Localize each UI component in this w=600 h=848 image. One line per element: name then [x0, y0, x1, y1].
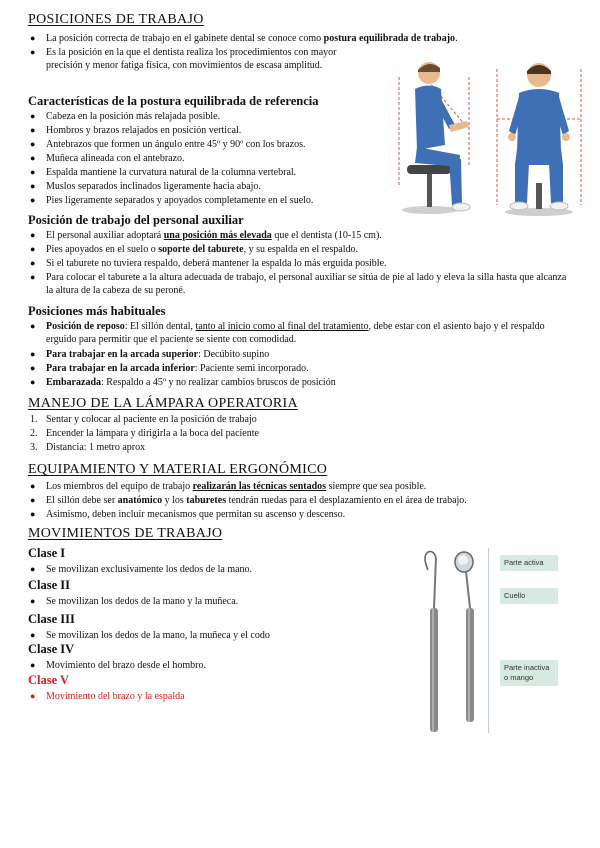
list-item: ● La posición correcta de trabajo en el gabinete dental se conoce como postura equilibrada de trabajo.: [30, 33, 458, 44]
list-item: ● Para colocar el taburete a la altura adecuada de trabajo, el personal auxiliar se sitúa de pie al lado y eleva la silla hasta que alcanza la altura de la cabeza de su peroné.: [30, 272, 567, 296]
list-item: [30, 138, 375, 151]
heading-lampara-operatoria: MANEJO DE LA LÁMPARA OPERATORIA: [28, 396, 298, 411]
list-item-text: Movimiento del brazo desde el hombro.: [46, 660, 206, 671]
bullet: ●: [30, 111, 36, 121]
list-item: ● Si el taburete no tuviera respaldo, deberá mantener la espalda lo más erguida posible.: [30, 258, 387, 269]
heading-posiciones-de-trabajo: POSICIONES DE TRABAJO: [28, 12, 204, 27]
list-item: [30, 563, 410, 576]
bullet: ●: [30, 630, 36, 640]
label-cuello: Cuello: [500, 588, 558, 604]
class-title: Clase II: [28, 578, 71, 592]
list-item: [30, 194, 375, 207]
dentist-front-view: [497, 63, 581, 216]
list-item-text: Se movilizan los dedos de la mano, la muñeca y el codo: [46, 630, 270, 641]
dentist-side-view: [399, 62, 470, 214]
list-item-text: Hombros y brazos relajados en posición vertical.: [46, 125, 242, 136]
list-item-text: Movimiento del brazo y la espalda: [46, 691, 185, 702]
list-number: 3.: [30, 442, 38, 453]
list-item: ● Embarazada: Respaldo a 45º y no realizar cambios bruscos de posición: [30, 377, 336, 388]
heading-caracteristicas: Características de la postura equilibrada de referencia: [28, 94, 319, 108]
list-item-text: Muñeca alineada con el antebrazo.: [46, 153, 185, 164]
bullet: ●: [30, 691, 36, 701]
bullet: ●: [30, 153, 36, 163]
list-item: [30, 124, 375, 137]
heading-posiciones-habituales: Posiciones más habituales: [28, 304, 166, 318]
list-item: [30, 152, 375, 165]
heading-movimientos: MOVIMIENTOS DE TRABAJO: [28, 526, 223, 541]
list-item: [30, 595, 410, 608]
list-item: ● El sillón debe ser anatómico y los taburetes tendrán ruedas para el desplazamiento en el área de trabajo.: [30, 495, 467, 506]
list-item: ● Posición de reposo: El sillón dental, tanto al inicio como al final del tratamiento, debe estar con el asiento bajo y el respaldo erguido para permitir que el paciente se siente con comodidad.: [30, 321, 545, 345]
heading-personal-auxiliar: Posición de trabajo del personal auxiliar: [28, 213, 244, 227]
explorer-instrument: [425, 552, 438, 732]
bullet: ●: [30, 139, 36, 149]
bullet: ●: [30, 564, 36, 574]
list-number: 2.: [30, 428, 38, 439]
list-item-text: Antebrazos que formen un ángulo entre 45º y 90º con los brazos.: [46, 139, 306, 150]
list-item: ● Para trabajar en la arcada superior: Decúbito supino: [30, 349, 270, 360]
instrument-label-divider: [488, 548, 489, 733]
bullet: ●: [30, 660, 36, 670]
list-item: [30, 629, 410, 642]
class-title: Clase III: [28, 612, 75, 626]
class-title: Clase I: [28, 546, 66, 560]
list-item: [30, 413, 575, 426]
bullet: ●: [30, 195, 36, 205]
list-item: [30, 180, 375, 193]
list-item-text: Pies ligeramente separados y apoyados completamente en el suelo.: [46, 195, 314, 206]
class-title: Clase V: [28, 673, 70, 687]
bullet: ●: [30, 125, 36, 135]
list-item: [30, 441, 575, 454]
list-item-text: Espalda mantiene la curvatura natural de la columna vertebral.: [46, 167, 297, 178]
list-item-text: Encender la lámpara y dirigirla a la boca del paciente: [46, 428, 259, 439]
class-title: Clase IV: [28, 642, 75, 656]
list-item: [30, 427, 575, 440]
list-item: [30, 166, 375, 179]
list-item: ● Pies apoyados en el suelo o soporte del taburete, y su espalda en el respaldo.: [30, 244, 358, 255]
bullet: ●: [30, 167, 36, 177]
list-item-text: Distancia: 1 metro aprox: [46, 442, 146, 453]
list-item: ● Asimismo, deben incluir mecanismos que permitan su ascenso y descenso.: [30, 509, 346, 520]
list-item: ● Es la posición en la que el dentista realiza los procedimientos con mayor precisión y menor fatiga física, con movimientos de escasa amplitud.: [30, 47, 337, 71]
list-number: 1.: [30, 414, 38, 425]
list-item-text: Sentar y colocar al paciente en la posición de trabajo: [46, 414, 257, 425]
bullet: ●: [30, 596, 36, 606]
list-item: ● El personal auxiliar adoptará una posición más elevada que el dentista (10-15 cm).: [30, 230, 382, 241]
list-item: ● Los miembros del equipo de trabajo realizarán las técnicas sentados siempre que sea posible.: [30, 481, 427, 492]
list-item: [30, 110, 375, 123]
list-item-text: Se movilizan exclusivamente los dedos de la mano.: [46, 564, 253, 575]
list-item: ● Para trabajar en la arcada inferior: Paciente semi incorporado.: [30, 363, 309, 374]
label-parte-inactiva: Parte inactiva o mango: [500, 660, 558, 686]
mirror-instrument: [455, 552, 474, 722]
list-item-text: Muslos separados inclinados ligeramente hacia abajo.: [46, 181, 261, 192]
list-item: [30, 659, 410, 672]
list-item-text: Cabeza en la posición más relajada posible.: [46, 111, 221, 122]
dentist-posture-illustration: [385, 55, 593, 220]
bullet: ●: [30, 181, 36, 191]
list-item: [30, 690, 410, 703]
label-parte-activa: Parte activa: [500, 555, 558, 571]
heading-equipamiento: EQUIPAMIENTO Y MATERIAL ERGONÓMICO: [28, 462, 328, 477]
list-item-text: Se movilizan los dedos de la mano y la muñeca.: [46, 596, 239, 607]
